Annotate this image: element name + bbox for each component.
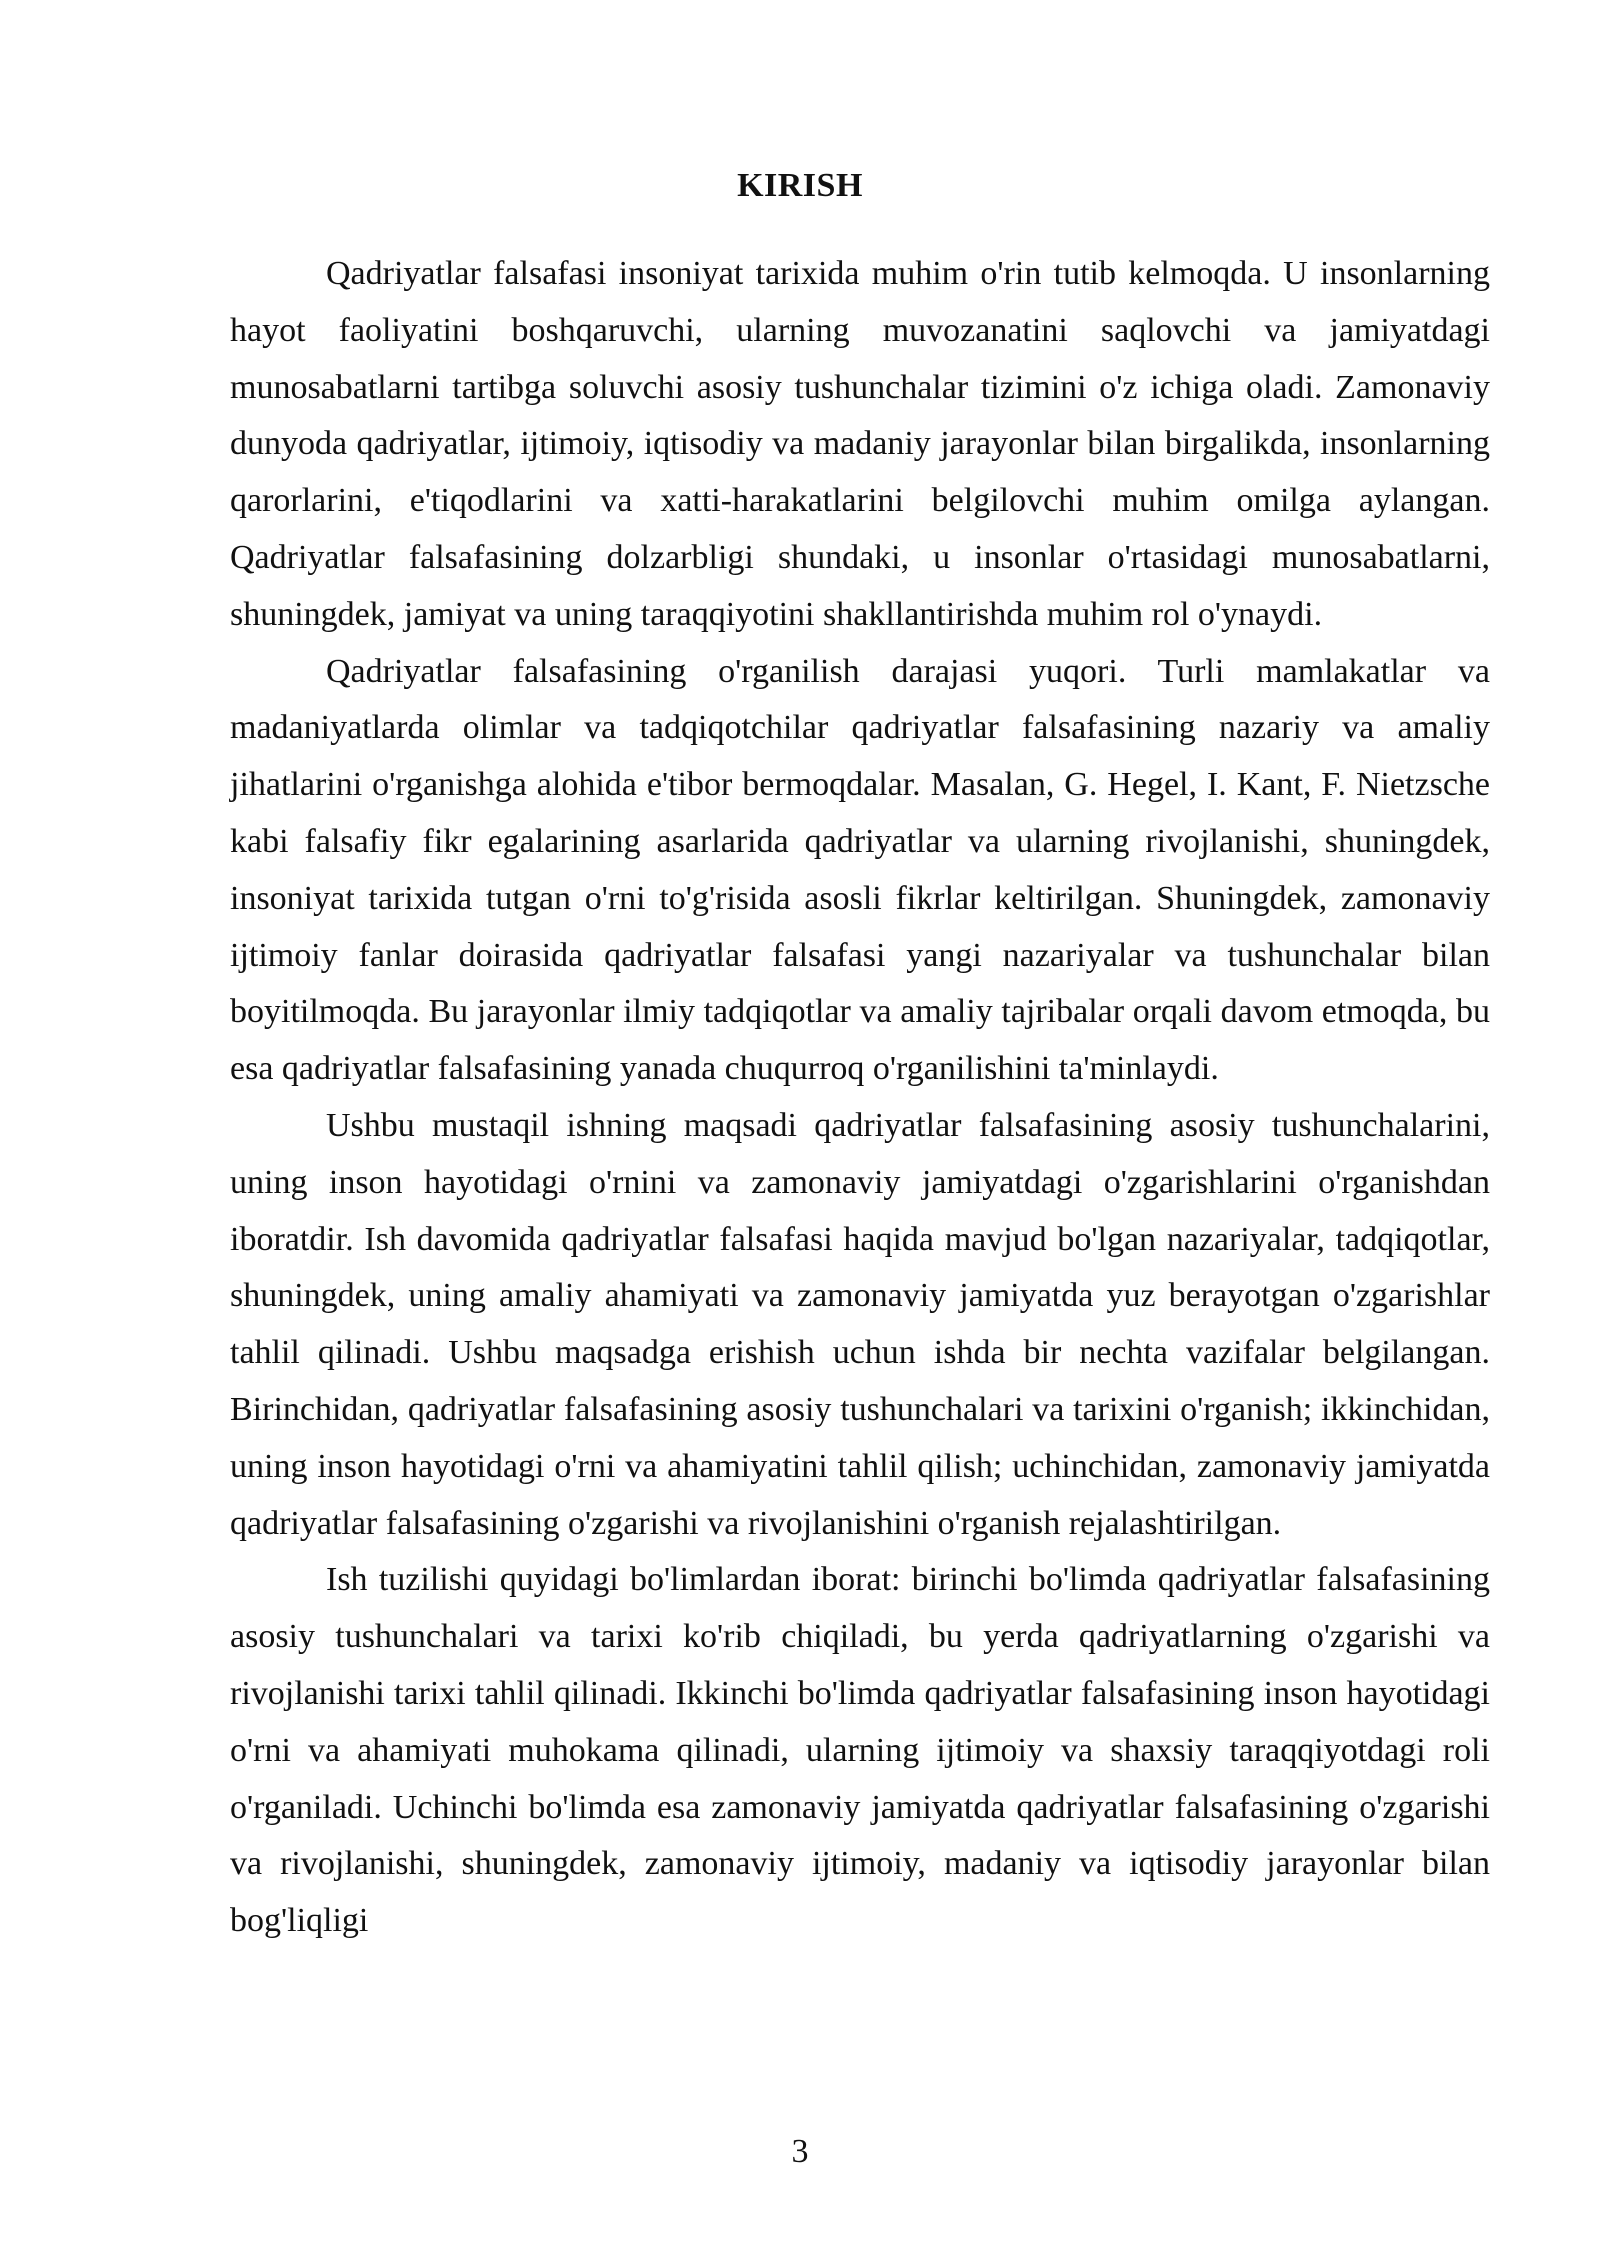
page-heading: KIRISH bbox=[737, 167, 863, 204]
paragraph-1: Qadriyatlar falsafasi insoniyat tarixida muhim o'rin tutib kelmoqda. U insonlarning hayot faoliyatini boshqaruvchi, ularning muvozanatini saqlovchi va jamiyatdagi munosabatlarni tartibga soluvchi asosiy tushunchalar tizimini o'z ichiga oladi. Zamonaviy dunyoda qadriyatlar, ijtimoiy, iqtisodiy va madaniy jarayonlar bilan birgalikda, insonlarning qarorlarini, e'tiqodlarini va xatti-harakatlarini belgilovchi muhim omilga aylangan. Qadriyatlar falsafasining dolzarbligi shundaki, u insonlar o'rtasidagi munosabatlarni, shuningdek, jamiyat va uning taraqqiyotini shakllantirishda muhim rol o'ynaydi. bbox=[230, 255, 1490, 633]
body-text bbox=[230, 246, 1490, 1950]
page-number: 3 bbox=[791, 2133, 809, 2170]
paragraph-2: Qadriyatlar falsafasining o'rganilish darajasi yuqori. Turli mamlakatlar va madaniyatlarda olimlar va tadqiqotchilar qadriyatlar falsafasining nazariy va amaliy jihatlarini o'rganishga alohida e'tibor bermoqdalar. Masalan, G. Hegel, I. Kant, F. Nietzsche kabi falsafiy fikr egalarining asarlarida qadriyatlar va ularning rivojlanishi, shuningdek, insoniyat tarixida tutgan o'rni to'g'risida asosli fikrlar keltirilgan. Shuningdek, zamonaviy ijtimoiy fanlar doirasida qadriyatlar falsafasi yangi nazariyalar va tushunchalar bilan boyitilmoqda. Bu jarayonlar ilmiy tadqiqotlar va amaliy tajribalar orqali davom etmoqda, bu esa qadriyatlar falsafasining yanada chuqurroq o'rganilishini ta'minlaydi. bbox=[230, 652, 1490, 1088]
paragraph-4: Ish tuzilishi quyidagi bo'limlardan iborat: birinchi bo'limda qadriyatlar falsafasining asosiy tushunchalari va tarixi ko'rib chiqiladi, bu yerda qadriyatlarning o'zgarishi va rivojlanishi tarixi tahlil qilinadi. Ikkinchi bo'limda qadriyatlar falsafasining inson hayotidagi o'rni va ahamiyati muhokama qilinadi, ularning ijtimoiy va shaxsiy taraqqiyotdagi roli o'rganiladi. Uchinchi bo'limda esa zamonaviy jamiyatda qadriyatlar falsafasining o'zgarishi va rivojlanishi, shuningdek, zamonaviy ijtimoiy, madaniy va iqtisodiy jarayonlar bilan bog'liqligi bbox=[230, 1561, 1490, 1940]
paragraph-3: Ushbu mustaqil ishning maqsadi qadriyatlar falsafasining asosiy tushunchalarini, uning inson hayotidagi o'rnini va zamonaviy jamiyatdagi o'zgarishlarini o'rganishdan iboratdir. Ish davomida qadriyatlar falsafasi haqida mavjud bo'lgan nazariyalar, tadqiqotlar, shuningdek, uning amaliy ahamiyati va zamonaviy jamiyatda yuz berayotgan o'zgarishlar tahlil qilinadi. Ushbu maqsadga erishish uchun ishda bir nechta vazifalar belgilangan. Birinchidan, qadriyatlar falsafasining asosiy tushunchalari va tarixini o'rganish; ikkinchidan, uning inson hayotidagi o'rni va ahamiyatini tahlil qilish; uchinchidan, zamonaviy jamiyatda qadriyatlar falsafasining o'zgarishi va rivojlanishini o'rganish rejalashtirilgan. bbox=[230, 1106, 1490, 1542]
